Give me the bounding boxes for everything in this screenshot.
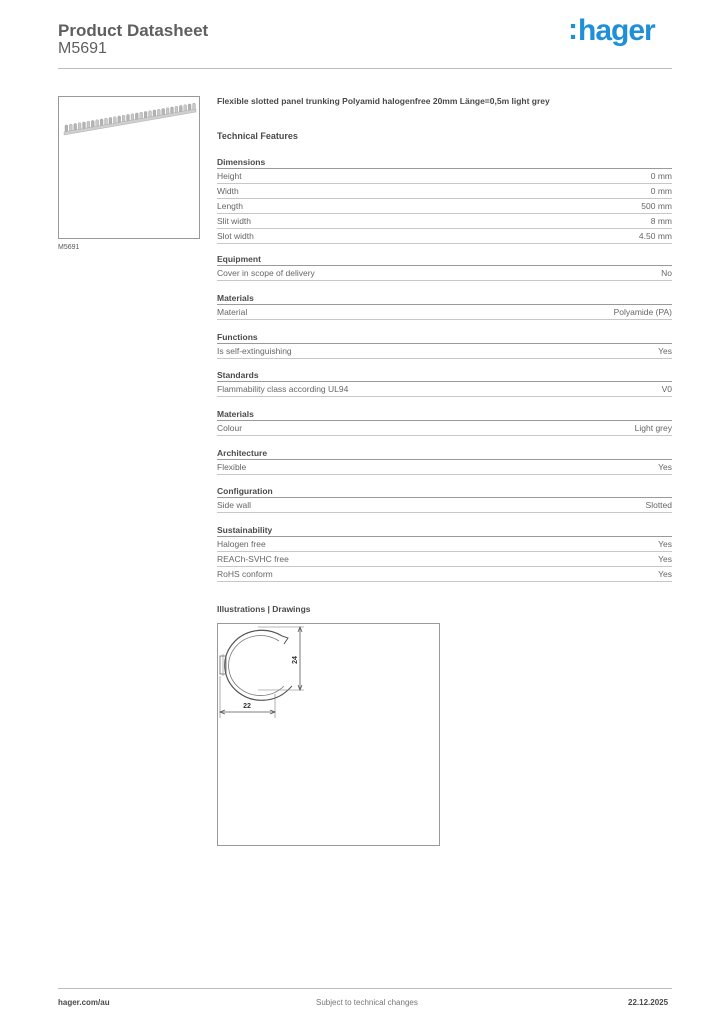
section-title: Dimensions (217, 156, 672, 169)
spec-row (217, 214, 672, 229)
section-title: Sustainability (217, 524, 672, 537)
section-title: Materials (217, 292, 672, 305)
spec-value: 0 mm (650, 171, 672, 181)
spec-value: 500 mm (641, 201, 672, 211)
section-title: Functions (217, 331, 672, 344)
spec-row (217, 229, 672, 244)
spec-section-sustainability (217, 524, 672, 582)
technical-features-heading: Technical Features (217, 131, 298, 141)
spec-label: RoHS conform (217, 569, 273, 579)
spec-label: REACh-SVHC free (217, 554, 289, 564)
dimension-width-label: 22 (243, 703, 251, 710)
footer-date: 22.12.2025 (628, 998, 669, 1007)
spec-label: Width (217, 186, 239, 196)
spec-value: Yes (658, 346, 672, 356)
spec-label: Is self-extinguishing (217, 346, 292, 356)
spec-value: 8 mm (650, 216, 672, 226)
section-title: Materials (217, 408, 672, 421)
spec-label: Flexible (217, 462, 247, 472)
spec-row (217, 460, 672, 475)
spec-label: Slot width (217, 231, 254, 241)
footer-notice: Subject to technical changes (316, 998, 418, 1007)
product-title: Flexible slotted panel trunking Polyamid halogenfree 20mm Länge=0,5m light grey (217, 96, 550, 106)
spec-row (217, 169, 672, 184)
spec-row (217, 498, 672, 513)
spec-section-dimensions (217, 156, 672, 244)
spec-label: Side wall (217, 500, 252, 510)
section-title: Equipment (217, 253, 672, 266)
spec-label: Colour (217, 423, 243, 433)
footer-divider (58, 988, 672, 989)
spec-label: Cover in scope of delivery (217, 268, 315, 278)
spec-section-materials-colour (217, 408, 672, 436)
spec-value: Light grey (634, 423, 672, 433)
spec-value: Polyamide (PA) (613, 307, 672, 317)
spec-label: Flammability class according UL94 (217, 384, 349, 394)
logo-text: hager (578, 14, 655, 47)
spec-row (217, 266, 672, 281)
spec-row (217, 552, 672, 567)
hager-logo: :hager (568, 13, 655, 47)
trunking-illustration (59, 97, 199, 238)
spec-value: No (661, 268, 672, 278)
technical-drawing (217, 623, 440, 846)
product-image (58, 96, 200, 239)
spec-value: Yes (658, 462, 672, 472)
dimension-height-label: 24 (292, 656, 299, 664)
spec-label: Length (217, 201, 243, 211)
spec-section-materials (217, 292, 672, 320)
spec-value: Yes (658, 554, 672, 564)
spec-value: Yes (658, 569, 672, 579)
spec-section-architecture (217, 447, 672, 475)
spec-label: Slit width (217, 216, 252, 226)
spec-label: Material (217, 307, 248, 317)
spec-value: V0 (661, 384, 672, 394)
spec-row (217, 537, 672, 552)
spec-value: 0 mm (650, 186, 672, 196)
spec-row (217, 199, 672, 214)
spec-section-configuration (217, 485, 672, 513)
spec-label: Halogen free (217, 539, 266, 549)
header-divider (58, 68, 672, 69)
spec-value: Slotted (645, 500, 672, 510)
spec-row (217, 184, 672, 199)
spec-section-functions (217, 331, 672, 359)
spec-row (217, 382, 672, 397)
spec-row (217, 344, 672, 359)
spec-row (217, 421, 672, 436)
page-title: Product Datasheet (58, 21, 209, 40)
section-title: Architecture (217, 447, 672, 460)
illustrations-heading: Illustrations | Drawings (217, 604, 311, 614)
product-image-caption: M5691 (58, 244, 80, 251)
spec-label: Height (217, 171, 242, 181)
spec-section-equipment (217, 253, 672, 281)
spec-row (217, 567, 672, 582)
spec-value: Yes (658, 539, 672, 549)
article-number: M5691 (58, 40, 107, 57)
footer-website: hager.com/au (58, 998, 110, 1007)
spec-section-standards (217, 369, 672, 397)
section-title: Configuration (217, 485, 672, 498)
spec-value: 4.50 mm (638, 231, 672, 241)
spec-row (217, 305, 672, 320)
section-title: Standards (217, 369, 672, 382)
cross-section-drawing (218, 624, 439, 845)
